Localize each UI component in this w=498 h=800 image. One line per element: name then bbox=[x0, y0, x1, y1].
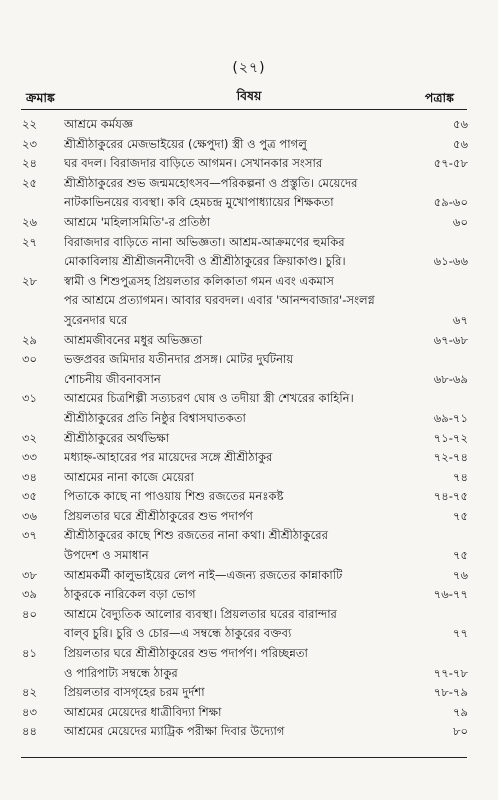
entry-page: ৭৬-৭৭ bbox=[433, 587, 468, 602]
list-item bbox=[0, 429, 498, 449]
entry-subject-line: শ্রীশ্রীঠাকুরের মেজভাইয়ের (ক্ষেপুদা) স্ত্রী ও পুত্র পাগলু bbox=[64, 136, 307, 151]
entry-page: ৬৭-৬৮ bbox=[433, 332, 468, 347]
serial-column-header: ক্রমাঙ্ক bbox=[26, 90, 55, 105]
entry-subject-line: আশ্রমের মেয়েদের ম্যাট্রিক পরীক্ষা দিবার উদ্যোগ bbox=[64, 724, 285, 739]
entry-subject bbox=[64, 566, 468, 586]
page-column-header: পত্রাঙ্ক bbox=[424, 90, 454, 105]
entry-subject bbox=[64, 233, 468, 272]
entry-subject-line: সুরেনদার ঘরে bbox=[64, 312, 128, 327]
entry-subject-line: শ্রীশ্রীঠাকুরের প্রতি নিষ্ঠুর বিশ্বাসঘাতকতা bbox=[64, 410, 246, 425]
entry-subject bbox=[64, 448, 468, 468]
entry-page: ৬৮-৬৯ bbox=[433, 371, 468, 386]
entry-number: ৩৭ bbox=[22, 528, 38, 543]
entry-subject bbox=[64, 683, 468, 703]
entry-subject-line: শ্রীশ্রীঠাকুরের অর্থভিক্ষা bbox=[64, 430, 170, 445]
entry-subject-line: মধ্যাহ্ন-আহারের পর মায়েদের সঙ্গে শ্রীশ্রীঠাকুর bbox=[64, 450, 273, 465]
list-item bbox=[0, 154, 498, 174]
list-item bbox=[0, 683, 498, 703]
entry-subject-line: উপদেশ ও সমাধান bbox=[64, 548, 149, 563]
entry-number: ৩৩ bbox=[22, 450, 38, 465]
entry-page: ৮০ bbox=[452, 724, 468, 739]
list-item bbox=[0, 115, 498, 135]
list-item bbox=[0, 644, 498, 683]
entry-subject bbox=[64, 350, 468, 389]
entry-number: ৩৪ bbox=[22, 469, 38, 484]
list-item bbox=[0, 468, 498, 488]
table-header bbox=[0, 86, 498, 108]
subject-column-header: বিষয় bbox=[236, 88, 262, 103]
entry-subject bbox=[64, 526, 468, 565]
entry-page: ৭৫ bbox=[452, 548, 468, 563]
entry-number: ২৩ bbox=[22, 136, 38, 151]
entry-subject bbox=[64, 703, 468, 723]
entry-number: ৪২ bbox=[22, 685, 38, 700]
entry-subject bbox=[64, 213, 468, 233]
entry-subject bbox=[64, 174, 468, 213]
entry-subject-line: বাল্‌ব চুরি। চুরি ও চোর—এ সম্বন্ধে ঠাকুরের বক্তব্য bbox=[64, 626, 292, 641]
entry-subject-line: আশ্রমে কর্মযজ্ঞ bbox=[64, 117, 134, 131]
list-item bbox=[0, 566, 498, 586]
entry-subject bbox=[64, 644, 468, 683]
entry-subject bbox=[64, 605, 468, 644]
entry-number: ২৫ bbox=[22, 175, 38, 190]
entry-subject-line: পিতাকে কাছে না পাওয়ায় শিশু রজতের মনঃকষ্ট bbox=[64, 489, 284, 504]
list-item bbox=[0, 331, 498, 351]
entry-number: ২৬ bbox=[22, 214, 38, 229]
list-item bbox=[0, 703, 498, 723]
list-item bbox=[0, 174, 498, 213]
header-rule bbox=[21, 109, 467, 110]
entry-subject-line: বিরাজদার বাড়িতে নানা অভিজ্ঞতা। আশ্রম-আক্রমণের হুমকির bbox=[64, 234, 345, 249]
entry-subject-line: নাটকাভিনয়ের ব্যবস্থা। কবি হেমচন্দ্র মুখোপাধ্যায়ের শিক্ষকতা bbox=[64, 195, 334, 210]
list-item bbox=[0, 213, 498, 233]
entry-page: ৬১-৬৬ bbox=[433, 254, 468, 269]
entry-subject-line: মোকাবিলায় শ্রীশ্রীজননীদেবী ও শ্রীশ্রীঠাকুরের ক্রিয়াকাণ্ড। চুরি। bbox=[64, 254, 346, 269]
entry-subject bbox=[64, 585, 468, 605]
bottom-rule bbox=[21, 757, 467, 758]
entry-number: ৩২ bbox=[22, 430, 38, 445]
entry-subject bbox=[64, 135, 468, 155]
entry-subject-line: প্রিয়লতার বাসগৃহের চরম দুর্দশা bbox=[64, 685, 205, 700]
entry-number: ৩১ bbox=[22, 391, 38, 406]
page-number: (২৭) bbox=[232, 60, 266, 76]
entry-number: ২৮ bbox=[22, 273, 38, 288]
entry-page: ৭৪ bbox=[452, 469, 468, 484]
list-item bbox=[0, 350, 498, 389]
entry-page: ৭৮-৭৯ bbox=[433, 685, 468, 700]
entry-page: ৭২-৭৪ bbox=[433, 450, 468, 465]
list-item bbox=[0, 233, 498, 272]
entry-page: ৭৭ bbox=[452, 626, 468, 641]
list-item bbox=[0, 585, 498, 605]
entry-number: ৩৫ bbox=[22, 489, 38, 504]
list-item bbox=[0, 507, 498, 527]
entry-subject bbox=[64, 154, 468, 174]
entry-subject bbox=[64, 468, 468, 488]
entry-subject-line: প্রিয়লতার ঘরে শ্রীশ্রীঠাকুরের শুভ পদার্পণ। পরিচ্ছন্নতা bbox=[64, 646, 308, 661]
entry-number: ৪০ bbox=[22, 606, 38, 621]
entry-number: ৩০ bbox=[22, 352, 38, 367]
list-item bbox=[0, 605, 498, 644]
entry-subject-line: আশ্রমজীবনের মধুর অভিজ্ঞতা bbox=[64, 332, 203, 347]
entry-subject bbox=[64, 487, 468, 507]
entry-page: ৭১-৭২ bbox=[433, 430, 468, 445]
entry-subject bbox=[64, 115, 468, 135]
entry-subject bbox=[64, 507, 468, 527]
entry-subject-line: শ্রীশ্রীঠাকুরের কাছে শিশু রজতের নানা কথা। শ্রীশ্রীঠাকুরের bbox=[64, 528, 329, 543]
list-item bbox=[0, 526, 498, 565]
entry-subject-line: আশ্রমকর্মী কালুভাইয়ের লেপ নাই—এজন্য রজতের কান্নাকাটি bbox=[64, 567, 343, 582]
entry-subject bbox=[64, 429, 468, 449]
entry-subject-line: ভক্তপ্রবর জমিদার যতীনদার প্রসঙ্গ। মোটর দুর্ঘটনায় bbox=[64, 352, 294, 367]
entry-page: ৬৯-৭১ bbox=[433, 410, 468, 425]
entry-page: ৫৭-৫৮ bbox=[433, 156, 468, 171]
list-item bbox=[0, 135, 498, 155]
entry-subject-line: আশ্রমে বৈদ্যুতিক আলোর ব্যবস্থা। প্রিয়লতার ঘরের বারান্দার bbox=[64, 606, 337, 621]
entry-page: ৬৭ bbox=[452, 312, 468, 327]
entry-page: ৫৬ bbox=[452, 136, 468, 151]
entry-page: ৭৬ bbox=[452, 567, 468, 582]
entry-page: ৫৯-৬০ bbox=[433, 195, 468, 210]
list-item bbox=[0, 722, 498, 742]
entry-subject-line: শ্রীশ্রীঠাকুরের শুভ জন্মমহোৎসব—পরিকল্পনা ও প্রস্তুতি। মেয়েদের bbox=[64, 175, 358, 190]
list-item bbox=[0, 389, 498, 428]
entry-subject bbox=[64, 272, 468, 331]
entry-subject-line: শোচনীয় জীবনাবসান bbox=[64, 371, 161, 386]
entry-number: ২৪ bbox=[22, 156, 38, 171]
entry-page: ৭৪-৭৫ bbox=[433, 489, 468, 504]
entry-subject bbox=[64, 331, 468, 351]
entry-number: ৩৯ bbox=[22, 587, 38, 602]
entry-subject-line: আশ্রমের নানা কাজে মেয়েরা bbox=[64, 469, 194, 484]
entry-page: ৭৫ bbox=[452, 508, 468, 523]
entry-subject-line: স্বামী ও শিশুপুত্রসহ প্রিয়লতার কলিকাতা গমন এবং একমাস bbox=[64, 273, 334, 288]
entry-number: ৩৬ bbox=[22, 508, 38, 523]
entry-subject bbox=[64, 389, 468, 428]
entry-subject-line: ঘর বদল। বিরাজদার বাড়িতে আগমন। সেখানকার সংসার bbox=[64, 156, 323, 171]
list-item bbox=[0, 272, 498, 331]
entry-subject-line: প্রিয়লতার ঘরে শ্রীশ্রীঠাকুরের শুভ পদার্পণ bbox=[64, 508, 253, 523]
entry-number: ২৭ bbox=[22, 234, 38, 249]
entry-number: ৪১ bbox=[22, 646, 38, 661]
entry-page: ৭৯ bbox=[452, 704, 468, 719]
entry-subject-line: ও পারিপাট্য সম্বন্ধে ঠাকুর bbox=[64, 665, 178, 680]
entry-subject-line: আশ্রমের মেয়েদের ধাত্রীবিদ্যা শিক্ষা bbox=[64, 704, 222, 719]
entry-subject-line: ঠাকুরকে নারিকেল বড়া ভোগ bbox=[64, 587, 196, 602]
contents-list bbox=[0, 115, 498, 742]
entry-number: ৪৩ bbox=[22, 704, 38, 719]
entry-number: ২৯ bbox=[22, 332, 38, 347]
entry-subject-line: আশ্রমের চিত্রশিল্পী সত্যচরণ ঘোষ ও তদীয়া স্ত্রী শেখরের কাহিনি। bbox=[64, 391, 354, 406]
list-item bbox=[0, 448, 498, 468]
entry-subject-line: আশ্রমে 'মহিলাসমিতি'-র প্রতিষ্ঠা bbox=[64, 214, 211, 229]
list-item bbox=[0, 487, 498, 507]
entry-number: ৩৮ bbox=[22, 567, 38, 582]
entry-number: ২২ bbox=[22, 117, 38, 131]
entry-number: ৪৪ bbox=[22, 724, 38, 739]
entry-page: ৭৭-৭৮ bbox=[433, 665, 468, 680]
entry-page: ৬০ bbox=[452, 214, 468, 229]
entry-page: ৫৬ bbox=[452, 117, 468, 131]
entry-subject-line: পর আশ্রমে প্রত্যাগমন। আবার ঘরবদল। এবার 'আনন্দবাজার'-সংলগ্ন bbox=[64, 293, 375, 308]
entry-subject bbox=[64, 722, 468, 742]
